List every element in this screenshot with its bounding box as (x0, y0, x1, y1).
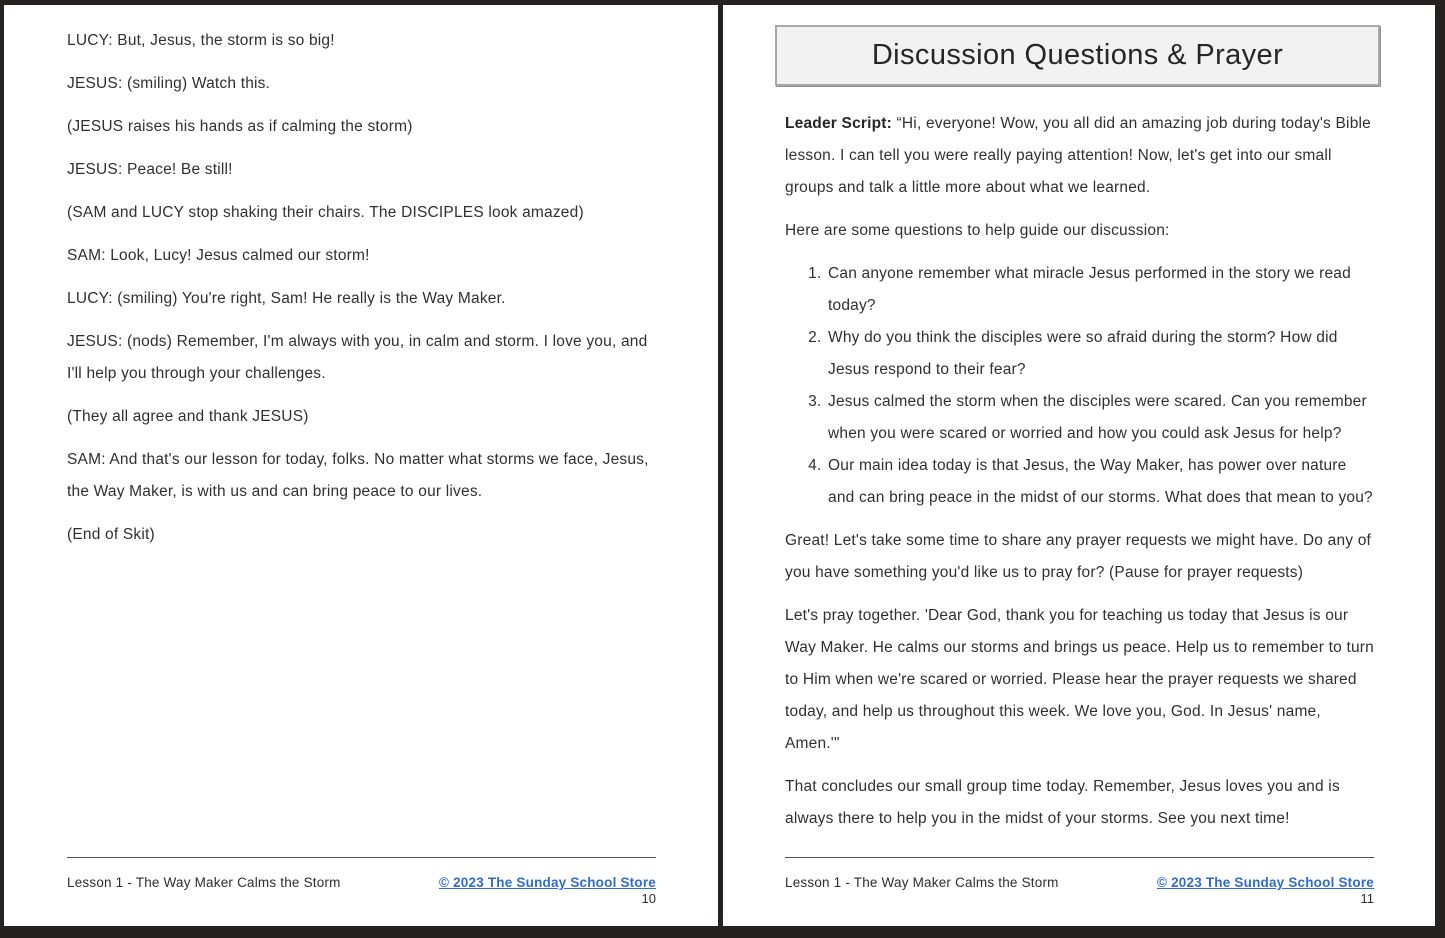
skit-line: LUCY: But, Jesus, the storm is so big! (67, 32, 335, 49)
skit-stage-direction: (JESUS raises his hands as if calming the storm) (67, 118, 413, 135)
discussion-question: 4. Our main idea today is that Jesus, the Way Maker, has power over nature and can bring peace in the midst of our storms. What does that mean to you? (826, 450, 1374, 514)
footer-lesson-title: Lesson 1 - The Way Maker Calms the Storm (785, 875, 1059, 890)
skit-line: LUCY: (smiling) You're right, Sam! He really is the Way Maker. (67, 290, 506, 307)
discussion-intro: Here are some questions to help guide our discussion: (785, 222, 1170, 239)
page-10 (4, 5, 718, 926)
closing-paragraph: That concludes our small group time today. Remember, Jesus loves you and is always there to help you in the midst of your storms. See you next time! (785, 778, 1340, 827)
leader-script-label: Leader Script: (785, 115, 893, 132)
prayer-request-paragraph: Great! Let's take some time to share any prayer requests we might have. Do any of you have something you'd like us to pray for? (Pause for prayer requests) (785, 532, 1372, 581)
section-heading-box (775, 25, 1380, 86)
leader-script-text: “Hi, everyone! Wow, you all did an amazing job during today's Bible lesson. I can tell you were really paying attention! Now, let's get into our small groups and talk a little more about what we learned. (785, 115, 1371, 196)
discussion-question: 2. Why do you think the disciples were so afraid during the storm? How did Jesus respond to their fear? (826, 322, 1374, 386)
skit-line: JESUS: Peace! Be still! (67, 161, 233, 178)
section-title: Discussion Questions & Prayer (871, 39, 1284, 71)
discussion-question: 3. Jesus calmed the storm when the disciples were scared. Can you remember when you were scared or worried and how you could ask Jesus for help? (826, 386, 1374, 450)
skit-line: JESUS: (nods) Remember, I'm always with you, in calm and storm. I love you, and I'll help you through your challenges. (67, 333, 648, 382)
page-footer (785, 857, 1374, 906)
page-number: 10 (641, 891, 656, 906)
skit-script-text (67, 25, 656, 562)
page-11 (723, 5, 1435, 926)
discussion-question: 1. Can anyone remember what miracle Jesus performed in the story we read today? (826, 258, 1374, 322)
leader-script-paragraph (785, 108, 1374, 204)
prayer-paragraph: Let's pray together. 'Dear God, thank you for teaching us today that Jesus is our Way Maker. He calms our storms and brings us peace. Help us to remember to turn to Him when we're scared or worried. Please hear the prayer requests we shared today, and help us throughout this week. We love you, God. In Jesus' name, Amen.'" (785, 607, 1374, 752)
discussion-question-list (785, 258, 1374, 514)
skit-stage-direction: (They all agree and thank JESUS) (67, 408, 309, 425)
footer-lesson-title: Lesson 1 - The Way Maker Calms the Storm (67, 875, 341, 890)
copyright-link[interactable]: © 2023 The Sunday School Store (438, 875, 656, 890)
page-number: 11 (1360, 891, 1374, 906)
skit-line: SAM: And that's our lesson for today, folks. No matter what storms we face, Jesus, the Way Maker, is with us and can bring peace to our lives. (67, 451, 649, 500)
discussion-content (785, 108, 1374, 846)
page-footer (67, 857, 656, 906)
copyright-link[interactable]: © 2023 The Sunday School Store (1156, 875, 1374, 890)
skit-end-note: (End of Skit) (67, 526, 155, 543)
skit-line: SAM: Look, Lucy! Jesus calmed our storm! (67, 247, 370, 264)
skit-stage-direction: (SAM and LUCY stop shaking their chairs. The DISCIPLES look amazed) (67, 204, 584, 221)
skit-line: JESUS: (smiling) Watch this. (67, 75, 271, 92)
